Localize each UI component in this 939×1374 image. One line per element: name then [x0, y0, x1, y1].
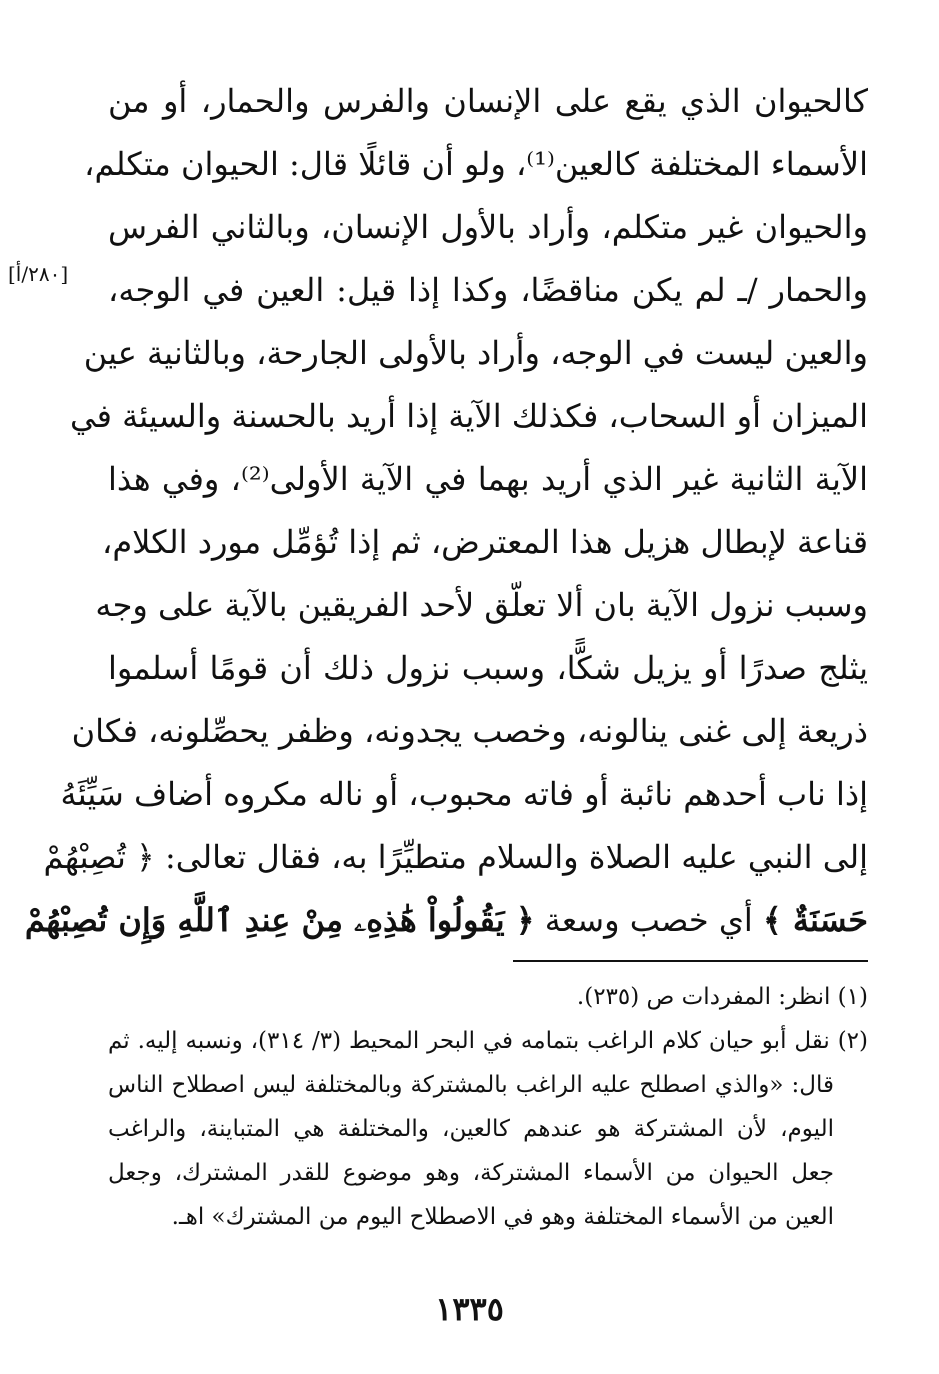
text-line: والعين ليست في الوجه، وأراد بالأولى الجارحة، وبالثانية عين [83, 334, 868, 372]
text-line-last [24, 889, 868, 952]
page-number: ١٣٣٥ [435, 1290, 504, 1328]
footnote-1: (١) انظر: المفردات ص (٢٣٥). [576, 984, 868, 1010]
footnotes-section [108, 975, 868, 1239]
footnote-2-line: (٢) نقل أبو حيان كلام الراغب بتمامه في البحر المحيط (٣/ ٣١٤)، ونسبه إليه. ثم [108, 1028, 869, 1054]
text-line: والحمار /ـ لم يكن مناقضًا، وكذا إذا قيل: العين في الوجه، [108, 271, 868, 309]
text-line: الأسماء المختلفة كالعين⁽¹⁾، ولو أن قائلًا قال: الحيوان متكلم، [84, 145, 868, 183]
text-line: قناعة لإبطال هزيل هذا المعترض، ثم إذا تُؤمِّل مورد الكلام، [101, 523, 868, 561]
text-line: وسبب نزول الآية بان ألا تعلّق لأحد الفريقين بالآية على وجه [95, 586, 868, 624]
text-line: الآية الثانية غير الذي أريد بهما في الآية الأولى⁽²⁾، وفي هذا [108, 460, 869, 498]
quran-verse-fragment: ﴿ يَقُولُواْ هَٰذِهِۦ مِنْ عِندِ ٱللَّهِ وَإِن تُصِبْهُمْ [24, 901, 535, 939]
commentary-fragment: أي خصب وسعة [534, 901, 763, 939]
footnote-2-line: اليوم، لأن المشتركة هو عندهم كالعين، والمختلفة هي المتباينة، والراغب [108, 1116, 834, 1142]
footnote-2-line: جعل الحيوان من الأسماء المشتركة، وهو موضوع للقدر المشترك، وجعل [108, 1160, 834, 1186]
text-line: إذا ناب أحدهم نائبة أو فاته محبوب، أو ناله مكروه أضاف سَيِّئَهُ [60, 775, 868, 813]
text-line: يثلج صدرًا أو يزيل شكًّا، وسبب نزول ذلك أن قومًا أسلموا [108, 649, 868, 687]
footnote-2-line: قال: «والذي اصطلح عليه الراغب بالمشتركة وبالمختلفة ليس اصطلاح الناس [108, 1072, 834, 1098]
text-line: ذريعة إلى غنى ينالونه، وخصب يجدونه، وظفر يحصِّلونه، فكان [71, 712, 868, 750]
text-line: كالحيوان الذي يقع على الإنسان والفرس والحمار، أو من [108, 82, 868, 120]
manuscript-folio-marker: [٢٨٠/أ] [8, 262, 69, 286]
quran-verse-fragment: حَسَنَةٌ ﴾ [762, 901, 868, 939]
text-line: إلى النبي عليه الصلاة والسلام متطيِّرًا به، فقال تعالى: ﴿ تُصِبْهُمْ [43, 838, 868, 876]
text-line: والحيوان غير متكلم، وأراد بالأول الإنسان، وبالثاني الفرس [108, 208, 868, 246]
footnote-2-line: العين من الأسماء المختلفة وهو في الاصطلاح اليوم من المشترك» اهـ. [171, 1204, 834, 1230]
footnote-separator [513, 960, 868, 962]
text-line: الميزان أو السحاب، فكذلك الآية إذا أريد بالحسنة والسيئة في [69, 397, 868, 435]
